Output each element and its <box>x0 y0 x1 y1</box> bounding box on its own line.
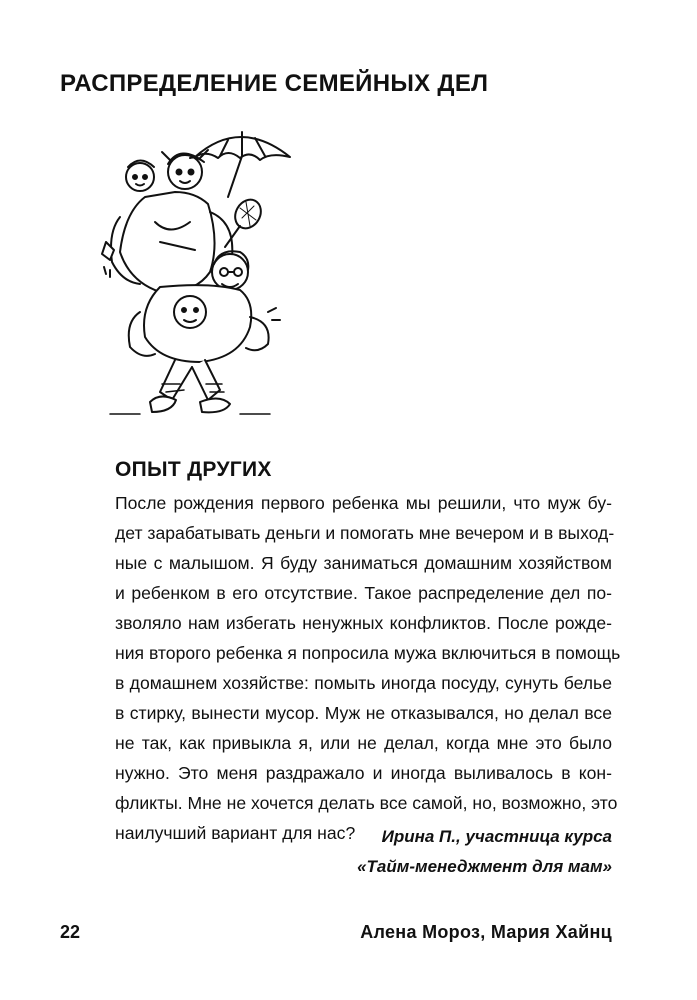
section-heading: ОПЫТ ДРУГИХ <box>115 458 272 481</box>
story-line: дет зарабатывать деньги и помогать мне вечером и в выход- <box>115 523 615 543</box>
story-line: зволяло нам избегать ненужных конфликтов. После рожде- <box>115 613 612 633</box>
story-line: нужно. Это меня раздражало и иногда выливалось в кон- <box>115 763 612 783</box>
story-line: После рождения первого ребенка мы решили, что муж бу- <box>115 493 612 513</box>
attribution-course: «Тайм-менеджмент для мам» <box>357 857 612 876</box>
story-line: ния второго ребенка я попросила мужа включиться в помощь <box>115 643 621 663</box>
story-line: в домашнем хозяйстве: помыть иногда посуду, сунуть белье <box>115 673 612 693</box>
family-illustration <box>100 122 300 422</box>
story-line: фликты. Мне не хочется делать все самой, но, возможно, это <box>115 793 618 813</box>
attribution <box>357 822 612 882</box>
story-line: не так, как привыкла я, или не делал, когда мне это было <box>115 733 612 753</box>
book-authors: Алена Мороз, Мария Хайнц <box>360 922 612 942</box>
story-line: ные с малышом. Я буду заниматься домашним хозяйством <box>115 553 612 573</box>
story-line: и ребенком в его отсутствие. Такое распределение дел по- <box>115 583 612 603</box>
attribution-name: Ирина П., участница курса <box>381 827 612 846</box>
story-line: в стирку, вынести мусор. Муж не отказывался, но делал все <box>115 703 612 723</box>
story-text <box>115 488 621 848</box>
page-number: 22 <box>60 922 81 942</box>
story-line: наилучший вариант для нас? <box>115 823 356 843</box>
chapter-title: РАСПРЕДЕЛЕНИЕ СЕМЕЙНЫХ ДЕЛ <box>60 70 489 97</box>
